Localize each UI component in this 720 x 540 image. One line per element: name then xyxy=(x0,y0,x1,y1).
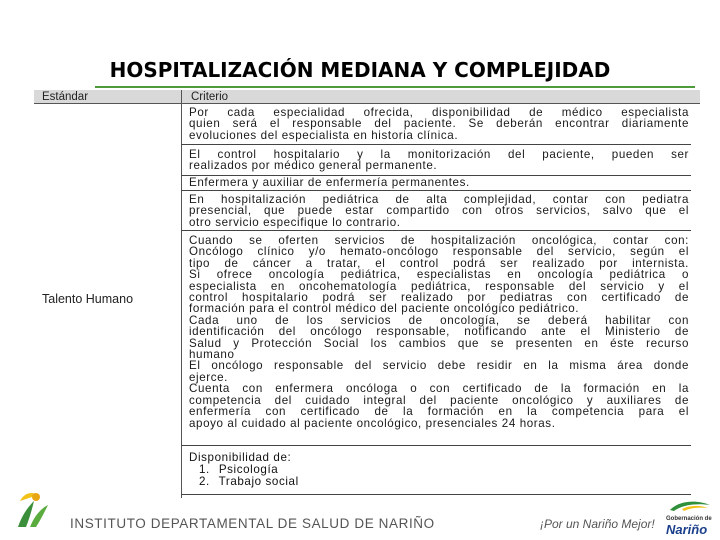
criterion-line: formación para el control médico del paciente oncológico pediátrico. xyxy=(189,302,580,316)
criterion-line: realizados por médico general permanente. xyxy=(189,159,438,173)
criterion-line: Enfermera y auxiliar de enfermería permanentes. xyxy=(189,176,470,189)
criterion-line: otro servicio especifique lo contrario. xyxy=(189,215,401,229)
criteria-table xyxy=(34,90,700,498)
gobernacion-logo-icon xyxy=(666,499,714,511)
criterion-line: Oncólogo clínico y/o hemato-oncólogo responsable del servicio, según el xyxy=(189,245,689,259)
criterion-line: Cada uno de los servicios de oncología, se deberá habilitar con xyxy=(189,313,689,327)
criterion-line: apoyo al cuidado al paciente oncológico, presenciales 24 horas. xyxy=(189,416,556,430)
criterion-4 xyxy=(189,194,689,228)
criterion-line: El control hospitalario y la monitorización del paciente, pueden ser xyxy=(189,148,689,161)
criterion-line: Por cada especialidad ofrecida, disponibilidad de médico especialista xyxy=(189,106,689,119)
gobernacion-name: Nariño xyxy=(666,522,708,537)
criterion-line: ejerce. xyxy=(189,370,228,384)
row-divider xyxy=(181,230,691,231)
criterion-2 xyxy=(189,149,689,172)
header-criterio: Criterio xyxy=(191,91,229,103)
column-divider xyxy=(181,90,182,498)
row-divider xyxy=(181,144,691,145)
criterion-line: El oncólogo responsable del servicio debe residir en la misma área donde xyxy=(189,359,689,373)
list-text: Psicología xyxy=(218,463,279,476)
criterion-line: Cuando se oferten servicios de hospitalización oncológica, contar con: xyxy=(189,234,689,247)
estandar-cell: Talento Humano xyxy=(42,292,134,306)
criterion-line: evoluciones del especialista en historia clínica. xyxy=(189,128,459,142)
criterion-line: identificación del oncólogo responsable, notificando ante el Ministerio de xyxy=(189,325,689,339)
header-estandar: Estándar xyxy=(42,91,89,103)
criterion-5 xyxy=(189,235,689,429)
disponibilidad-label: Disponibilidad de: xyxy=(189,451,292,464)
criterion-line: quien será el responsable del paciente. Se deberán encontrar diariamente xyxy=(189,117,689,131)
institute-logo-icon xyxy=(10,487,58,531)
criterion-3 xyxy=(189,177,689,188)
criterion-line: enfermería con certificado de la formación en la competencia para el xyxy=(189,405,689,419)
criterion-line: competencia del cuidado integral del paciente oncológico y auxiliares de xyxy=(189,393,689,407)
criterion-line: humano xyxy=(189,348,235,362)
gobernacion-logo xyxy=(666,498,714,537)
criterion-line: En hospitalización pediátrica de alta complejidad, contar con pediatra xyxy=(189,193,689,206)
list-text: Trabajo social xyxy=(218,475,299,488)
row-divider xyxy=(181,445,691,446)
slogan: ¡Por un Nariño Mejor! xyxy=(540,517,655,531)
list-number: 1. xyxy=(199,463,210,476)
title-divider xyxy=(95,86,695,88)
list-number: 2. xyxy=(199,475,210,488)
criterion-line: tipo de cáncer a tratar, el control podrá ser realizado por internista. xyxy=(189,256,689,270)
disponibilidad-list xyxy=(189,452,299,488)
institute-name: INSTITUTO DEPARTAMENTAL DE SALUD DE NARIÑO xyxy=(70,516,435,531)
criterion-line: Cuenta con enfermera oncóloga o con certificado de la formación en la xyxy=(189,382,689,396)
criterion-line: especialista en oncohematología pediátrica, responsable del servicio y el xyxy=(189,279,689,293)
criterion-line: Si ofrece oncología pediátrica, especialistas en oncología pediátrica o xyxy=(189,268,689,282)
gobernacion-label: Gobernación de xyxy=(666,516,712,522)
row-divider xyxy=(181,190,691,191)
criterion-1 xyxy=(189,107,689,141)
page-title: HOSPITALIZACIÓN MEDIANA Y COMPLEJIDAD xyxy=(109,58,611,82)
criterion-line: presencial, que puede estar compartido con otros servicios, salvo que el xyxy=(189,204,689,218)
criterion-line: Salud y Protección Social los cambios que se presenten en éste recurso xyxy=(189,336,689,350)
row-divider xyxy=(181,494,691,495)
criterion-line: control hospitalario podrá ser realizado por pediatras con certificado de xyxy=(189,291,689,305)
table-header xyxy=(34,90,700,104)
list-item xyxy=(189,476,299,488)
